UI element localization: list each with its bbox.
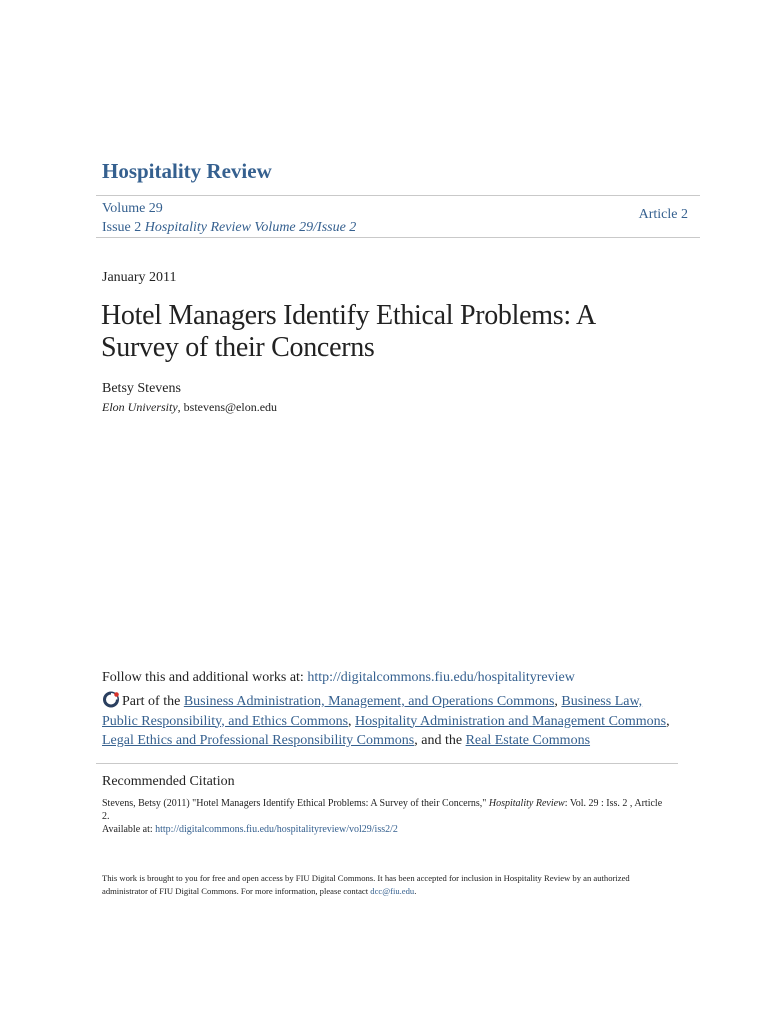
separator-3: ,	[666, 713, 670, 729]
volume-issue-block	[102, 199, 356, 237]
article-title: Hotel Managers Identify Ethical Problems: A Survey of their Concerns	[101, 300, 595, 363]
citation-text-end: : Vol. 29 : Iss. 2 , Article 2.	[102, 798, 663, 822]
header-bottom-rule	[96, 237, 700, 238]
and-the-text: , and the	[414, 733, 466, 748]
issue-prefix-link[interactable]: Issue 2	[102, 220, 142, 235]
publication-date: January 2011	[102, 270, 177, 285]
access-footer-note	[102, 872, 662, 898]
issue-line	[102, 218, 356, 237]
author-name: Betsy Stevens	[102, 381, 181, 396]
footer-end: .	[414, 886, 417, 896]
part-of-paragraph	[102, 691, 672, 751]
contact-email-link[interactable]: dcc@fiu.edu	[370, 886, 415, 896]
commons-link-business-admin[interactable]: Business Administration, Management, and Operations Commons	[183, 694, 555, 709]
affiliation-name: Elon University	[102, 400, 178, 414]
part-of-label: Part of the	[122, 694, 184, 709]
citation-top-rule	[96, 763, 678, 764]
available-url-link[interactable]: http://digitalcommons.fiu.edu/hospitalityreview/vol29/iss2/2	[155, 824, 398, 835]
citation-journal: Hospitality Review	[488, 798, 565, 809]
commons-link-real-estate[interactable]: Real Estate Commons	[465, 733, 591, 748]
author-email: , bstevens@elon.edu	[177, 400, 278, 414]
article-number[interactable]: Article 2	[638, 207, 688, 222]
header-top-rule	[96, 195, 700, 196]
commons-link-legal-ethics[interactable]: Legal Ethics and Professional Responsibility Commons	[102, 733, 415, 748]
journal-title[interactable]: Hospitality Review	[102, 159, 272, 183]
recommended-citation-heading: Recommended Citation	[102, 774, 235, 789]
separator-1: ,	[554, 694, 562, 709]
follow-url-link[interactable]: http://digitalcommons.fiu.edu/hospitalityreview	[307, 670, 575, 685]
issue-link[interactable]: Hospitality Review Volume 29/Issue 2	[144, 220, 357, 235]
author-affiliation	[102, 400, 277, 415]
follow-label: Follow this and additional works at:	[102, 670, 308, 685]
follow-line	[102, 670, 575, 686]
commons-link-hospitality-admin[interactable]: Hospitality Administration and Management Commons	[355, 713, 667, 729]
citation-text-start: Stevens, Betsy (2011) "Hotel Managers Identify Ethical Problems: A Survey of their Concerns,"	[102, 798, 489, 809]
available-at-label: Available at:	[102, 824, 156, 835]
commons-link-business-law[interactable]: Business Law, Public Responsibility, and Ethics Commons	[102, 694, 643, 729]
citation-body	[102, 797, 672, 836]
volume-link[interactable]: Volume 29	[102, 201, 163, 216]
footer-text: This work is brought to you for free and open access by FIU Digital Commons. It has been accepted for inclusion in Hospitality Review by an authorized administrator of FIU Digital Commons. For more information, please contact	[102, 873, 630, 896]
separator-2: ,	[348, 713, 356, 729]
commons-network-icon	[102, 691, 120, 708]
